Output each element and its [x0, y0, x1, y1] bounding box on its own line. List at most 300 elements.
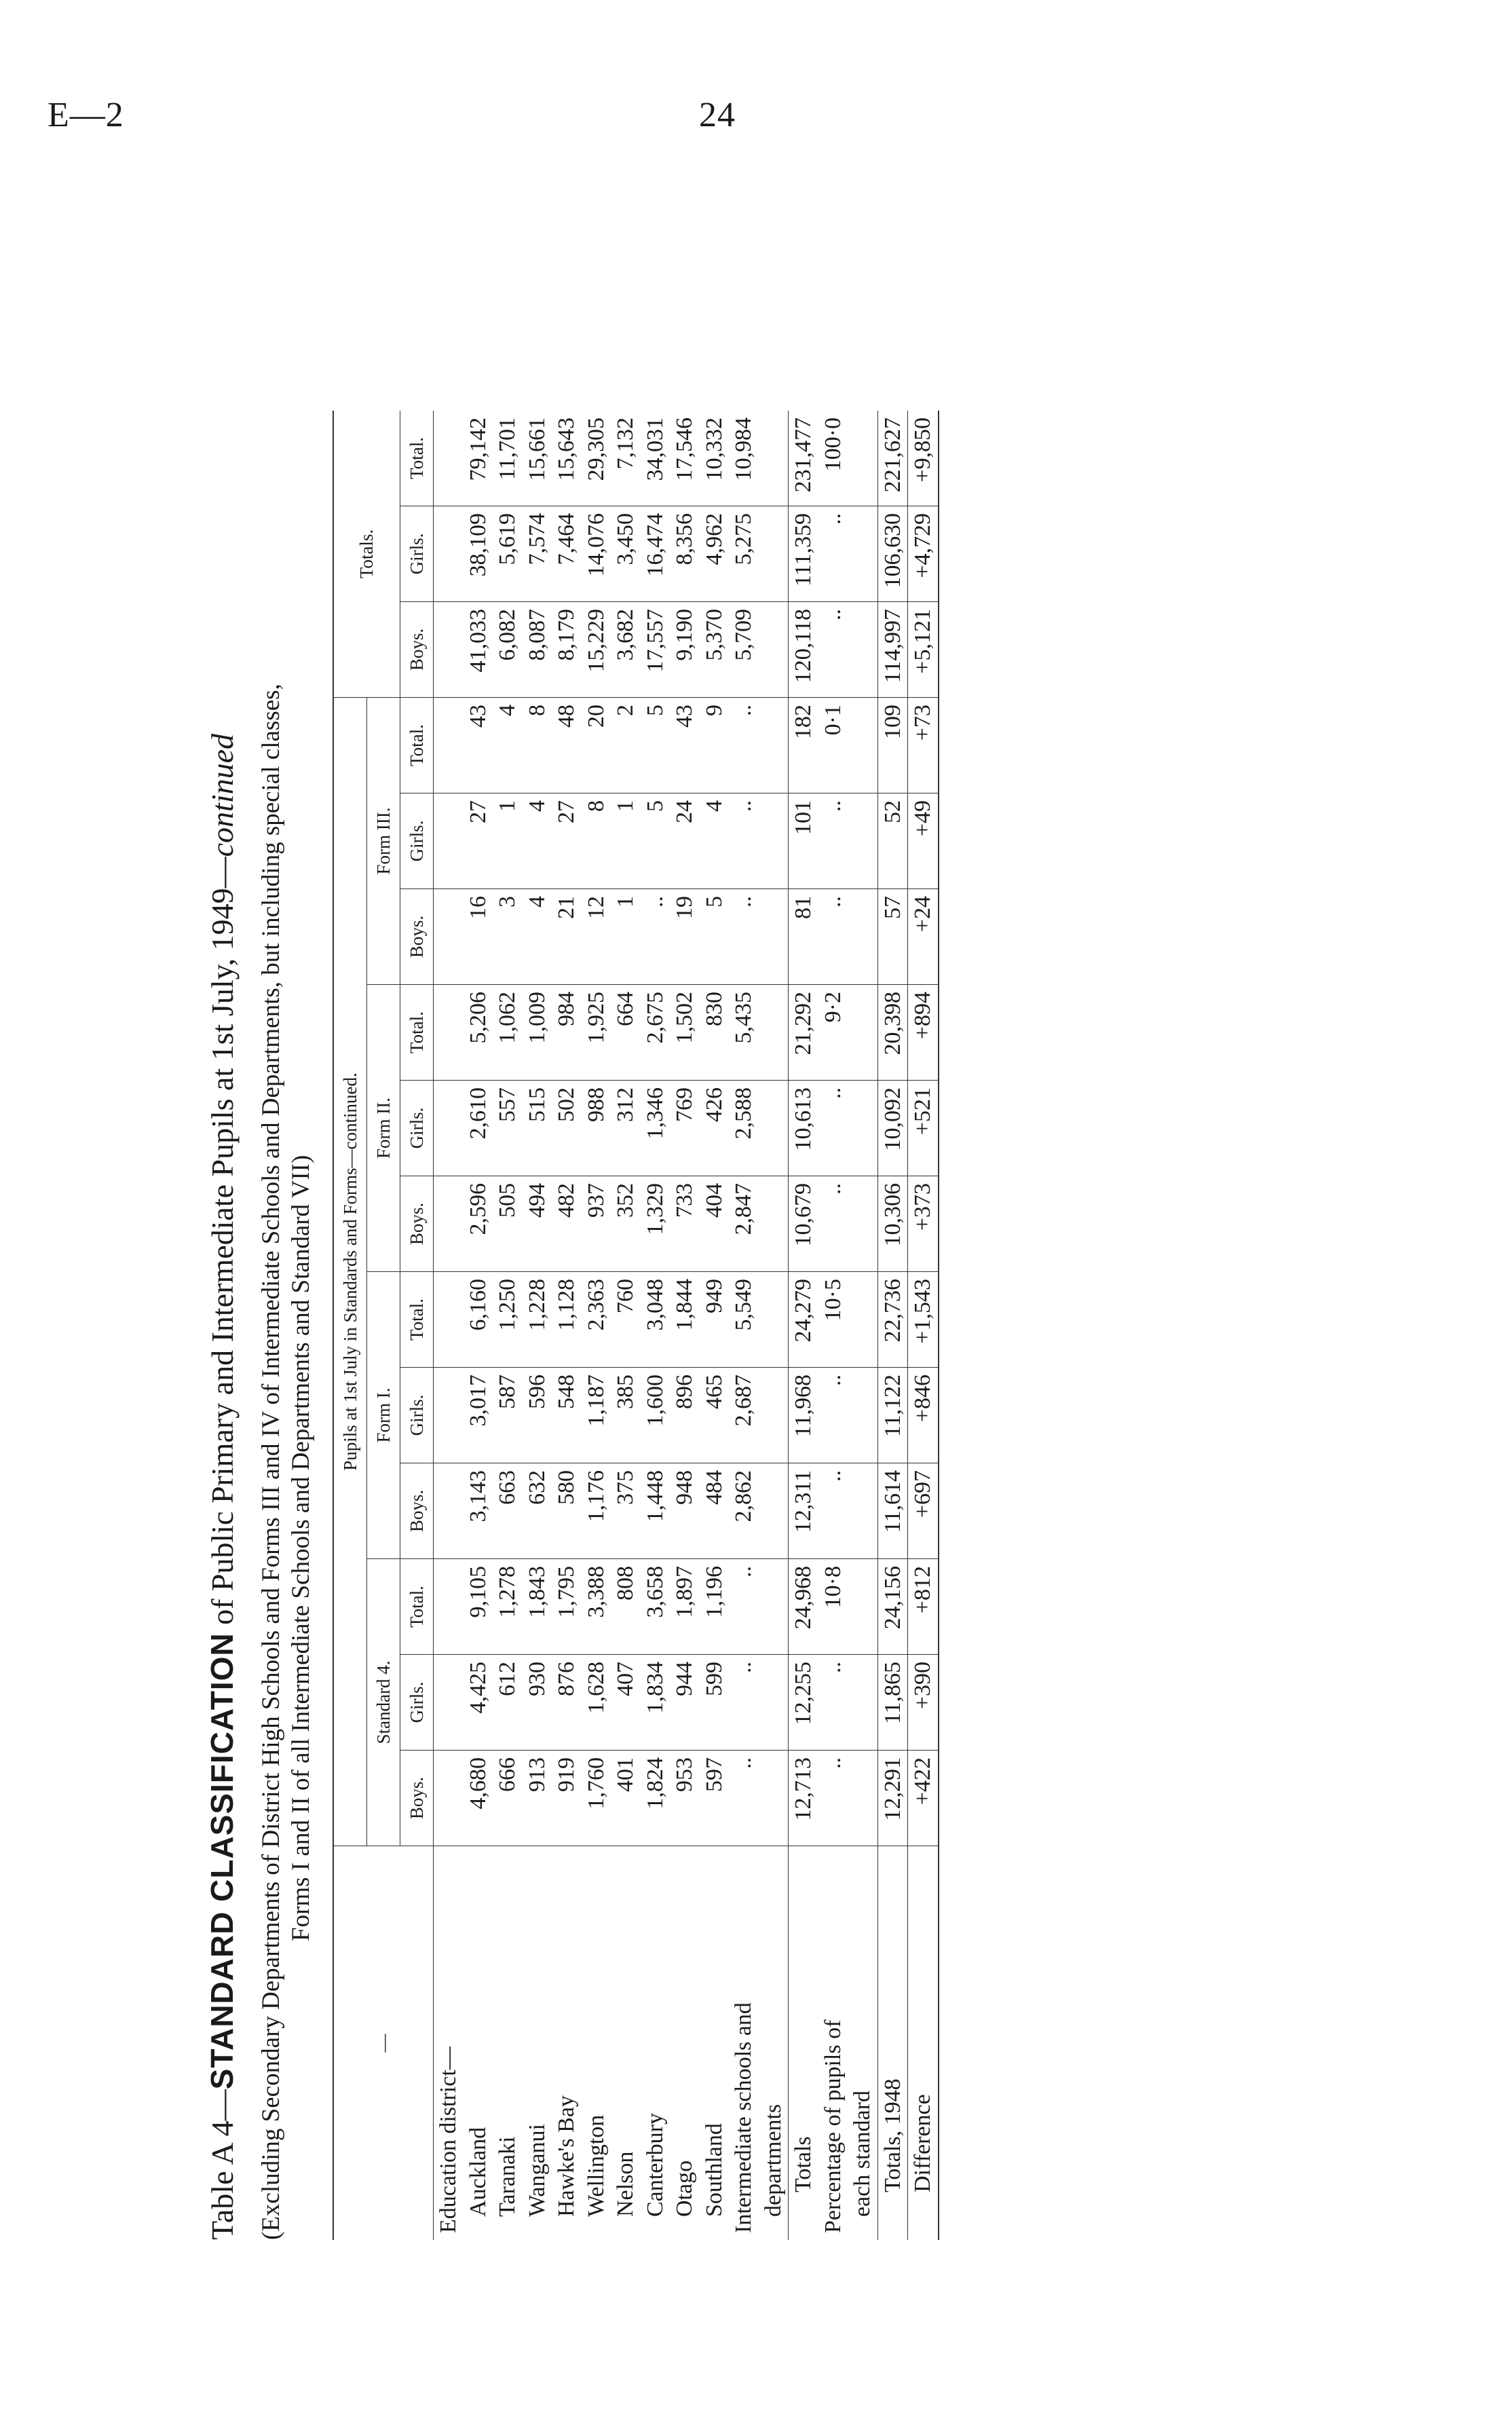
- group-header: Pupils at 1st July in Standards and Forms—continued.: [333, 698, 367, 1846]
- table-cell: 17,557: [641, 602, 670, 698]
- table-cell: 34,031: [641, 411, 670, 506]
- table-cell: 505: [493, 1176, 523, 1272]
- table-cell: 27: [464, 793, 493, 889]
- table-row: [818, 411, 848, 2240]
- row-label: Canterbury: [642, 2113, 668, 2217]
- table-cell: 401: [611, 1751, 641, 1846]
- table-cell: 1,925: [582, 985, 611, 1081]
- table-cell: 5,435: [729, 985, 759, 1081]
- table-cell: +4,729: [908, 506, 939, 602]
- table-cell: 8: [582, 793, 611, 889]
- table-cell: +24: [908, 889, 939, 985]
- title-continued: continued: [205, 733, 240, 857]
- table-cell: 663: [493, 1463, 523, 1559]
- table-cell: [848, 793, 877, 889]
- table-cell: [848, 889, 877, 985]
- table-cell: ..: [818, 889, 848, 985]
- table-cell: [848, 1368, 877, 1463]
- table-cell: [848, 985, 877, 1081]
- table-cell: 10,306: [877, 1176, 908, 1272]
- table-cell: 11,701: [493, 411, 523, 506]
- table-cell: 2,588: [729, 1081, 759, 1176]
- table-cell: 4: [700, 793, 730, 889]
- table-cell: ..: [818, 793, 848, 889]
- table-cell: 10·8: [818, 1559, 848, 1655]
- table-cell: [848, 1081, 877, 1176]
- table-cell: +49: [908, 793, 939, 889]
- table-cell: 1,843: [523, 1559, 552, 1655]
- table-cell: +846: [908, 1368, 939, 1463]
- table-row: [670, 411, 700, 2240]
- table-cell: 1: [493, 793, 523, 889]
- table-cell: 1,187: [582, 1368, 611, 1463]
- table-cell: 7,464: [552, 506, 582, 602]
- table-cell: 557: [493, 1081, 523, 1176]
- table-cell: 101: [789, 793, 818, 889]
- table-cell: [759, 698, 789, 793]
- table-cell: 221,627: [877, 411, 908, 506]
- page-number: 24: [699, 96, 736, 134]
- table-cell: [848, 1176, 877, 1272]
- table-row: [700, 411, 730, 2240]
- table-cell: 1,278: [493, 1559, 523, 1655]
- table-cell: 2,847: [729, 1176, 759, 1272]
- table-row: [611, 411, 641, 2240]
- table-cell: 769: [670, 1081, 700, 1176]
- table-cell: 43: [464, 698, 493, 793]
- table-row: [493, 411, 523, 2240]
- table-cell: 5: [641, 793, 670, 889]
- table-cell: [434, 698, 464, 793]
- table-cell: 597: [700, 1751, 730, 1846]
- table-cell: 8,179: [552, 602, 582, 698]
- table-cell: 937: [582, 1176, 611, 1272]
- table-cell: 4,962: [700, 506, 730, 602]
- table-cell: [759, 793, 789, 889]
- table-cell: 10,613: [789, 1081, 818, 1176]
- table-cell: 3,658: [641, 1559, 670, 1655]
- table-row: [877, 411, 908, 2240]
- table-cell: 1,128: [552, 1272, 582, 1368]
- table-cell: ..: [818, 602, 848, 698]
- table-cell: [434, 1176, 464, 1272]
- sub-header-girls: Girls.: [400, 1655, 434, 1751]
- row-label: Wanganui: [524, 2124, 550, 2217]
- table-cell: 11,122: [877, 1368, 908, 1463]
- table-cell: [434, 889, 464, 985]
- table-cell: 515: [523, 1081, 552, 1176]
- table-cell: 352: [611, 1176, 641, 1272]
- table-cell: 5,206: [464, 985, 493, 1081]
- table-cell: 15,643: [552, 411, 582, 506]
- table-cell: 10,679: [789, 1176, 818, 1272]
- row-label: Totals, 1948: [877, 1846, 908, 2241]
- row-label: Otago: [672, 2160, 698, 2217]
- table-cell: [434, 1655, 464, 1751]
- table-cell: 5,619: [493, 506, 523, 602]
- table-cell: 3,048: [641, 1272, 670, 1368]
- table-cell: 5,275: [729, 506, 759, 602]
- table-row: [908, 411, 939, 2240]
- table-cell: 8,356: [670, 506, 700, 602]
- table-cell: [759, 1176, 789, 1272]
- table-cell: 944: [670, 1655, 700, 1751]
- table-cell: 1,009: [523, 985, 552, 1081]
- table-cell: 1,448: [641, 1463, 670, 1559]
- table-cell: 953: [670, 1751, 700, 1846]
- table-cell: 3,450: [611, 506, 641, 602]
- table-cell: 8,087: [523, 602, 552, 698]
- row-label: departments: [760, 2103, 786, 2217]
- table-cell: 11,614: [877, 1463, 908, 1559]
- row-label: Taranaki: [495, 2136, 521, 2217]
- table-row: [464, 411, 493, 2240]
- table-cell: +812: [908, 1559, 939, 1655]
- table-cell: 949: [700, 1272, 730, 1368]
- table-cell: 1,228: [523, 1272, 552, 1368]
- table-cell: 1,502: [670, 985, 700, 1081]
- table-cell: 5,709: [729, 602, 759, 698]
- table-row: [523, 411, 552, 2240]
- table-cell: [848, 1463, 877, 1559]
- sub-header-boys: Boys.: [400, 1176, 434, 1272]
- table-cell: 1,346: [641, 1081, 670, 1176]
- table-cell: 2: [611, 698, 641, 793]
- section-header-form1: Form I.: [367, 1272, 400, 1559]
- subtitle-line-1: (Excluding Secondary Departments of District High Schools and Forms III and IV of Intermediate Schools and Departments, but including special classes,: [257, 684, 285, 2240]
- row-label: Nelson: [613, 2151, 639, 2217]
- classification-table: [333, 411, 939, 2240]
- blank-header: —: [333, 1846, 434, 2241]
- row-label: Education district—: [436, 2046, 461, 2233]
- table-cell: 111,359: [789, 506, 818, 602]
- table-cell: 38,109: [464, 506, 493, 602]
- sub-header-boys: Boys.: [400, 1463, 434, 1559]
- table-cell: 494: [523, 1176, 552, 1272]
- table-cell: 12,713: [789, 1751, 818, 1846]
- table-cell: 913: [523, 1751, 552, 1846]
- table-cell: 1,196: [700, 1559, 730, 1655]
- table-cell: 664: [611, 985, 641, 1081]
- table-cell: 48: [552, 698, 582, 793]
- table-cell: 20,398: [877, 985, 908, 1081]
- table-cell: 22,736: [877, 1272, 908, 1368]
- table-cell: 0·1: [818, 698, 848, 793]
- table-row: [848, 411, 877, 2240]
- table-cell: 12,291: [877, 1751, 908, 1846]
- table-cell: +373: [908, 1176, 939, 1272]
- table-cell: [434, 1559, 464, 1655]
- table-cell: [848, 1751, 877, 1846]
- table-cell: 24,279: [789, 1272, 818, 1368]
- table-cell: 2,610: [464, 1081, 493, 1176]
- table-cell: 1: [611, 793, 641, 889]
- table-cell: 1,062: [493, 985, 523, 1081]
- table-cell: 10,092: [877, 1081, 908, 1176]
- table-cell: ..: [818, 1368, 848, 1463]
- table-cell: 4: [493, 698, 523, 793]
- table-title: [204, 204, 240, 2240]
- table-cell: 632: [523, 1463, 552, 1559]
- table-cell: 52: [877, 793, 908, 889]
- table-cell: ..: [729, 1751, 759, 1846]
- table-cell: 760: [611, 1272, 641, 1368]
- table-cell: 2,862: [729, 1463, 759, 1559]
- table-cell: 24,156: [877, 1559, 908, 1655]
- table-cell: 548: [552, 1368, 582, 1463]
- table-row: [552, 411, 582, 2240]
- table-cell: ..: [729, 698, 759, 793]
- table-cell: [759, 985, 789, 1081]
- table-cell: 2,363: [582, 1272, 611, 1368]
- row-label: Wellington: [583, 2114, 609, 2217]
- table-cell: 4,680: [464, 1751, 493, 1846]
- table-cell: 20: [582, 698, 611, 793]
- table-cell: [434, 1272, 464, 1368]
- sub-header-total: Total.: [400, 411, 434, 506]
- table-cell: 9: [700, 698, 730, 793]
- table-cell: 596: [523, 1368, 552, 1463]
- table-cell: +422: [908, 1751, 939, 1846]
- table-cell: [848, 1559, 877, 1655]
- table-cell: 830: [700, 985, 730, 1081]
- table-cell: [434, 506, 464, 602]
- table-cell: 930: [523, 1655, 552, 1751]
- row-label: Southland: [701, 2123, 727, 2217]
- section-header-totals: Totals.: [333, 411, 400, 698]
- table-cell: 599: [700, 1655, 730, 1751]
- table-cell: [848, 698, 877, 793]
- table-cell: 21: [552, 889, 582, 985]
- row-label: each standard: [850, 2091, 875, 2217]
- table-cell: 8: [523, 698, 552, 793]
- table-cell: ..: [818, 1751, 848, 1846]
- table-cell: [848, 506, 877, 602]
- table-cell: 4: [523, 793, 552, 889]
- table-cell: 114,997: [877, 602, 908, 698]
- table-cell: 1,250: [493, 1272, 523, 1368]
- table-cell: 11,865: [877, 1655, 908, 1751]
- table-cell: 9,105: [464, 1559, 493, 1655]
- table-cell: 6,082: [493, 602, 523, 698]
- table-cell: ..: [818, 1463, 848, 1559]
- table-cell: 1,844: [670, 1272, 700, 1368]
- table-cell: +894: [908, 985, 939, 1081]
- table-cell: 1,329: [641, 1176, 670, 1272]
- table-cell: 16: [464, 889, 493, 985]
- title-prefix: Table A 4—: [205, 2089, 240, 2240]
- table-cell: 29,305: [582, 411, 611, 506]
- table-cell: 385: [611, 1368, 641, 1463]
- table-cell: [434, 1081, 464, 1176]
- table-cell: [759, 1463, 789, 1559]
- table-cell: [759, 1272, 789, 1368]
- title-main: STANDARD CLASSIFICATION: [204, 1632, 240, 2090]
- table-cell: 3,388: [582, 1559, 611, 1655]
- table-cell: 733: [670, 1176, 700, 1272]
- table-cell: [759, 889, 789, 985]
- table-cell: [759, 411, 789, 506]
- rotated-table-page: [204, 204, 1412, 2240]
- table-cell: 612: [493, 1655, 523, 1751]
- table-cell: 4,425: [464, 1655, 493, 1751]
- sub-header-boys: Boys.: [400, 602, 434, 698]
- sub-header-total: Total.: [400, 985, 434, 1081]
- table-cell: 5,370: [700, 602, 730, 698]
- table-cell: ..: [729, 889, 759, 985]
- table-cell: 984: [552, 985, 582, 1081]
- table-cell: ..: [818, 1176, 848, 1272]
- table-cell: 465: [700, 1368, 730, 1463]
- table-cell: 4: [523, 889, 552, 985]
- table-cell: 24: [670, 793, 700, 889]
- section-header-standard4: Standard 4.: [367, 1559, 400, 1846]
- table-cell: ..: [729, 793, 759, 889]
- table-cell: [759, 1081, 789, 1176]
- table-cell: 10,984: [729, 411, 759, 506]
- table-cell: 15,229: [582, 602, 611, 698]
- table-cell: 24,968: [789, 1559, 818, 1655]
- table-cell: [848, 1655, 877, 1751]
- table-cell: 11,968: [789, 1368, 818, 1463]
- table-cell: 12,255: [789, 1655, 818, 1751]
- table-cell: ..: [818, 1081, 848, 1176]
- table-row: [789, 411, 818, 2240]
- table-cell: 876: [552, 1655, 582, 1751]
- table-cell: 17,546: [670, 411, 700, 506]
- table-cell: 404: [700, 1176, 730, 1272]
- table-row: [434, 411, 464, 2240]
- table-cell: [434, 985, 464, 1081]
- table-cell: [759, 1559, 789, 1655]
- table-cell: 5,549: [729, 1272, 759, 1368]
- table-cell: ..: [818, 1655, 848, 1751]
- table-cell: 5: [641, 698, 670, 793]
- table-cell: 896: [670, 1368, 700, 1463]
- table-cell: 10·5: [818, 1272, 848, 1368]
- table-cell: 3: [493, 889, 523, 985]
- sub-header-total: Total.: [400, 698, 434, 793]
- table-cell: [434, 602, 464, 698]
- table-cell: 1,834: [641, 1655, 670, 1751]
- table-cell: +73: [908, 698, 939, 793]
- table-cell: [434, 1368, 464, 1463]
- table-cell: 1,760: [582, 1751, 611, 1846]
- table-cell: 100·0: [818, 411, 848, 506]
- table-cell: 12: [582, 889, 611, 985]
- sub-header-boys: Boys.: [400, 1751, 434, 1846]
- table-cell: 12,311: [789, 1463, 818, 1559]
- sub-header-girls: Girls.: [400, 793, 434, 889]
- table-cell: 482: [552, 1176, 582, 1272]
- row-label: Totals: [789, 1846, 818, 2241]
- table-cell: 106,630: [877, 506, 908, 602]
- table-cell: 6,160: [464, 1272, 493, 1368]
- table-cell: 19: [670, 889, 700, 985]
- table-cell: 231,477: [789, 411, 818, 506]
- sub-header-girls: Girls.: [400, 1081, 434, 1176]
- table-cell: [759, 1368, 789, 1463]
- table-cell: 120,118: [789, 602, 818, 698]
- table-cell: 7,574: [523, 506, 552, 602]
- table-cell: 988: [582, 1081, 611, 1176]
- table-cell: 580: [552, 1463, 582, 1559]
- table-cell: 1,824: [641, 1751, 670, 1846]
- table-cell: [434, 1751, 464, 1846]
- sub-header-girls: Girls.: [400, 1368, 434, 1463]
- table-cell: 426: [700, 1081, 730, 1176]
- row-label: Percentage of pupils of: [820, 2019, 846, 2233]
- table-cell: 43: [670, 698, 700, 793]
- table-cell: 3,017: [464, 1368, 493, 1463]
- table-row: [759, 411, 789, 2240]
- page-code: E—2: [48, 96, 124, 134]
- subtitle-line-2: Forms I and II of all Intermediate Schools and Departments and Standard VII): [287, 1155, 315, 1941]
- section-header-form3: Form III.: [367, 698, 400, 985]
- table-cell: [759, 1655, 789, 1751]
- row-label: Auckland: [465, 2127, 491, 2217]
- table-cell: 10,332: [700, 411, 730, 506]
- table-cell: 1,897: [670, 1559, 700, 1655]
- table-cell: 3,682: [611, 602, 641, 698]
- table-cell: 57: [877, 889, 908, 985]
- table-cell: +1,543: [908, 1272, 939, 1368]
- table-cell: 919: [552, 1751, 582, 1846]
- title-rest: of Public Primary and Intermediate Pupils at 1st July, 1949—: [205, 857, 240, 1633]
- table-cell: [848, 602, 877, 698]
- table-cell: [434, 411, 464, 506]
- table-cell: 7,132: [611, 411, 641, 506]
- table-cell: +521: [908, 1081, 939, 1176]
- table-cell: 666: [493, 1751, 523, 1846]
- table-cell: 5: [700, 889, 730, 985]
- table-cell: 9·2: [818, 985, 848, 1081]
- table-cell: 1,795: [552, 1559, 582, 1655]
- table-row: [641, 411, 670, 2240]
- table-cell: 2,687: [729, 1368, 759, 1463]
- table-cell: 14,076: [582, 506, 611, 602]
- sub-header-boys: Boys.: [400, 889, 434, 985]
- table-cell: 16,474: [641, 506, 670, 602]
- row-label: Hawke's Bay: [554, 2095, 580, 2217]
- table-cell: 407: [611, 1655, 641, 1751]
- table-cell: ..: [641, 889, 670, 985]
- table-cell: [759, 506, 789, 602]
- table-cell: 2,596: [464, 1176, 493, 1272]
- table-cell: +5,121: [908, 602, 939, 698]
- table-cell: 79,142: [464, 411, 493, 506]
- table-cell: [434, 793, 464, 889]
- table-cell: 3,143: [464, 1463, 493, 1559]
- sub-header-total: Total.: [400, 1559, 434, 1655]
- table-cell: 375: [611, 1463, 641, 1559]
- section-header-form2: Form II.: [367, 985, 400, 1272]
- table-cell: +9,850: [908, 411, 939, 506]
- table-cell: 587: [493, 1368, 523, 1463]
- table-cell: 948: [670, 1463, 700, 1559]
- row-label: Difference: [908, 1846, 939, 2241]
- table-cell: 182: [789, 698, 818, 793]
- table-row: [582, 411, 611, 2240]
- table-cell: ..: [818, 506, 848, 602]
- table-cell: 502: [552, 1081, 582, 1176]
- table-cell: 41,033: [464, 602, 493, 698]
- table-cell: ..: [729, 1559, 759, 1655]
- table-cell: [848, 411, 877, 506]
- table-cell: 2,675: [641, 985, 670, 1081]
- table-cell: [848, 1272, 877, 1368]
- table-cell: 15,661: [523, 411, 552, 506]
